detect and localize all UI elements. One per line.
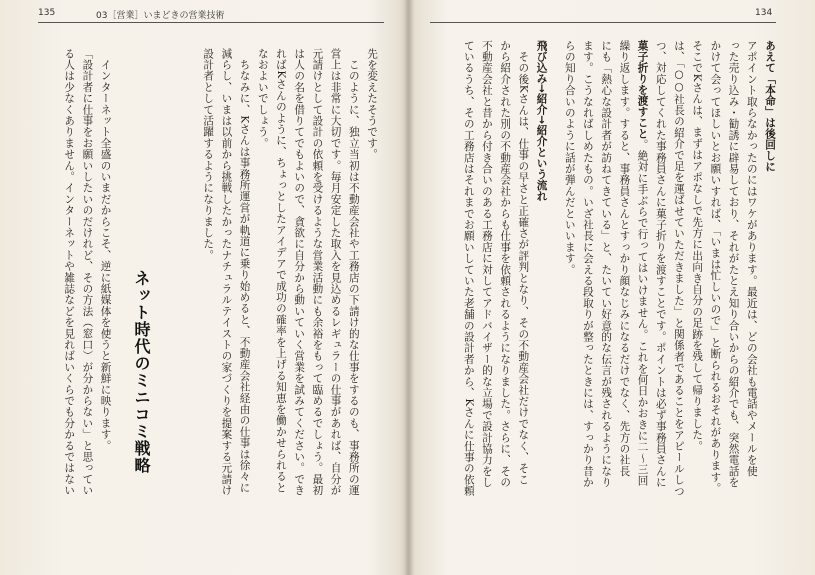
text-line: 繰り返します。すると、事務員さんとすっかり顔なじみになるだけでなく、先方の社長 — [618, 40, 631, 477]
text-line: 設計者として活躍するようになりました。 — [202, 48, 215, 261]
text-line: った売り込み・勧誘に辟易しており、それがたとえ知り合いからの紹介でも、突然電話を — [727, 40, 740, 488]
text-line: その後Kさんは、仕事の早さと正確さが評判となり、その不動産会社だけでなく、そこ — [517, 40, 530, 486]
text-line: インターネット全盛のいまだからこそ、逆に紙媒体を使うと新鮮に映ります。 — [99, 48, 112, 452]
text-line: らの知り合いのように話が弾んだといいます。 — [563, 40, 576, 276]
text-line: かけて会ってほしいとお願いすれば、「いまは忙しいので」と断られるおそれがあります。 — [709, 40, 722, 494]
inline-bold: 菓子折りを渡すこと — [636, 40, 649, 139]
text-line: は、「○○社長の紹介で足を運ばせていただきました」と関係者であることをアピールしつ — [672, 40, 685, 497]
text-line: にも「熱心な設計者が訪ねてきている」と、たいてい好意的な伝言が残されるようになり — [600, 40, 613, 488]
right-page-number: 134 — [755, 8, 773, 18]
subheading: 飛び込み→紹介→紹介という流れ — [535, 40, 548, 202]
left-page-number: 135 — [38, 8, 56, 18]
header-rule-left — [38, 22, 384, 23]
text-line: ちなみに、Kさんは事務所運営が軌道に乗り始めると、不動産会社経由の仕事は徐々に — [238, 48, 251, 494]
paragraph-gap — [551, 40, 561, 497]
text-line: から紹介された別の不動産会社からも仕事を依頼されるようになりました。さらに、その — [499, 40, 512, 488]
text-line: なおよいでしょう。 — [256, 48, 269, 149]
text-line — [633, 40, 651, 497]
section-heading: ネット時代のミニコミ戦略 — [132, 270, 151, 474]
text-line: ればKさんのように、ちょっとしたアイデアで成功の確率を上げる知恵を働かせられると — [274, 48, 287, 494]
text-line: ます。こうなればしめたもの。いざ社長に会える段取りが整ったときには、すっかり昔か — [581, 40, 594, 488]
text-line: 営上は非常に大切です。毎月安定した取入を見込めるレギュラーの仕事があれば、自分が — [329, 48, 342, 496]
text-line: 不動産会社と昔から付き合いのある工務店に対してアドバイザー的な立場で設計協力をし — [480, 40, 493, 488]
text-line: る人は少なくありません。インターネットや雑誌などを見ればいくらでも分かるではない — [63, 48, 76, 496]
text-line: つ、対応してくれた事務員さんに菓子折りを渡すことです。ポイントは必ず事務員さんに — [654, 40, 667, 488]
header-rule-right — [430, 22, 776, 23]
running-header: 03［営業］いまどきの営業技術 — [96, 11, 225, 21]
subheading: あえて「本命」は後回しに — [764, 40, 776, 172]
text-line: このように、独立当初は不動産会社や工務店の下請け的な仕事をするのも、事務所の運 — [347, 48, 360, 496]
left-text-block-1 — [199, 48, 381, 496]
text-line: アポイント取らなかったのにはワケがあります。最近は、どの会社も電話やメールを使 — [745, 40, 758, 477]
text-line: は人の名を借りてでもよいので、貪欲に自分から動いていく営業を試みてください。でき — [293, 48, 306, 496]
text-line: そこでKさんは、まずはアポなしで先方に出向き自分の足跡を残して帰りました。 — [691, 40, 704, 452]
text-line: 。絶対に手ぶらで行ってはいけません。これを何日かおきに二～三回 — [636, 139, 649, 487]
left-text-block-2 — [60, 48, 115, 496]
text-line: 先を変えたそうです。 — [366, 48, 378, 160]
text-line: 減らし、いまは以前から挑戦したかったナチュラルテイストの家づくりを提案する元請け — [220, 48, 233, 496]
text-line: ているうち、その工務店はそれまでお願いしていた老舗の設計者から、Kさんに仕事の依頼 — [462, 40, 475, 497]
text-line: 元請けとして設計の依頼を受けるような営業活動にも余裕をもって臨めるでしょう。最初 — [311, 48, 324, 496]
right-text-block — [460, 40, 779, 497]
text-line: 「設計者に仕事をお願いしたいのだけれど、その方法（窓口）が分からない」と思ってい — [81, 48, 94, 496]
book-gutter — [404, 0, 414, 575]
